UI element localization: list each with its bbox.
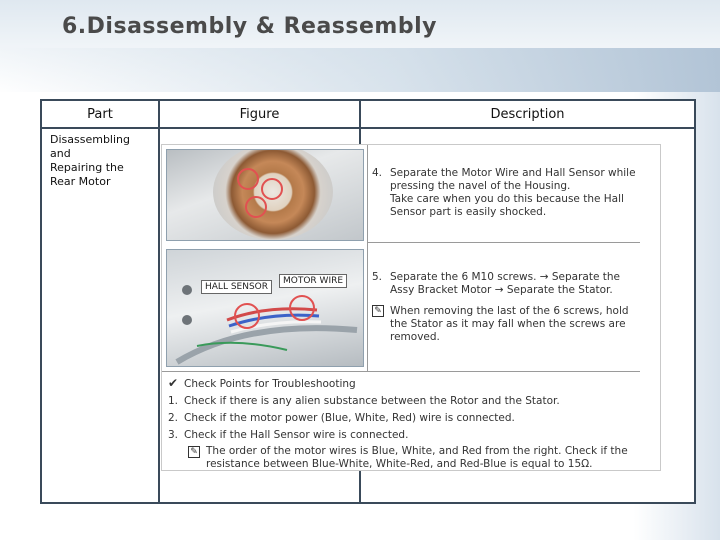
list-item: 2. Check if the motor power (Blue, White, Red) wire is connected. xyxy=(168,412,515,424)
step-number: 4. xyxy=(372,167,383,179)
step-4 xyxy=(372,167,642,227)
note-text: When removing the last of the 6 screws, hold the Stator as it may fall when the screws are removed. xyxy=(390,305,629,343)
table-divider xyxy=(42,127,694,129)
check-points xyxy=(168,377,648,475)
wire-illustration xyxy=(167,250,364,367)
header-part: Part xyxy=(87,107,113,122)
step-5 xyxy=(372,271,642,303)
header-figure: Figure xyxy=(239,107,280,122)
step-text: Separate the Motor Wire and Hall Sensor while pressing the navel of the Housing. Take care when you do this because the Hall Sensor part is easily shocked. xyxy=(390,167,636,218)
header-swoosh xyxy=(0,48,720,92)
step-5-note xyxy=(372,305,642,347)
check-note-text: The order of the motor wires is Blue, White, and Red from the right. Check if the resistance between Blue-White, White-Red, and Red-Blue is equal to 15Ω. xyxy=(206,445,628,470)
note-icon: ✎ xyxy=(372,305,384,317)
highlight-circle xyxy=(261,178,283,200)
list-item: 1. Check if there is any alien substance between the Rotor and the Stator. xyxy=(168,395,560,407)
panel-divider xyxy=(162,371,640,372)
note-icon: ✎ xyxy=(188,446,200,458)
page-title: 6.Disassembly & Reassembly xyxy=(62,14,437,39)
panel-divider xyxy=(367,145,368,371)
hall-sensor-label: HALL SENSOR xyxy=(201,280,272,294)
check-points-heading: Check Points for Troubleshooting xyxy=(184,378,356,390)
hall-sensor-photo xyxy=(166,249,364,367)
panel-divider xyxy=(367,242,640,243)
figure-panel xyxy=(161,144,661,471)
highlight-circle xyxy=(237,168,259,190)
table-divider xyxy=(158,101,160,502)
rotor-photo xyxy=(166,149,364,241)
highlight-circle xyxy=(245,196,267,218)
step-text: Separate the 6 M10 screws. → Separate the Assy Bracket Motor → Separate the Stator. xyxy=(390,271,621,296)
motor-wire-label: MOTOR WIRE xyxy=(279,274,347,288)
list-item: 3. Check if the Hall Sensor wire is connected. xyxy=(168,429,409,441)
header-description: Description xyxy=(490,107,565,122)
step-number: 5. xyxy=(372,271,383,283)
check-mark-icon: ✔ xyxy=(168,376,179,390)
part-label: Disassembling and Repairing the Rear Motor xyxy=(50,133,130,188)
